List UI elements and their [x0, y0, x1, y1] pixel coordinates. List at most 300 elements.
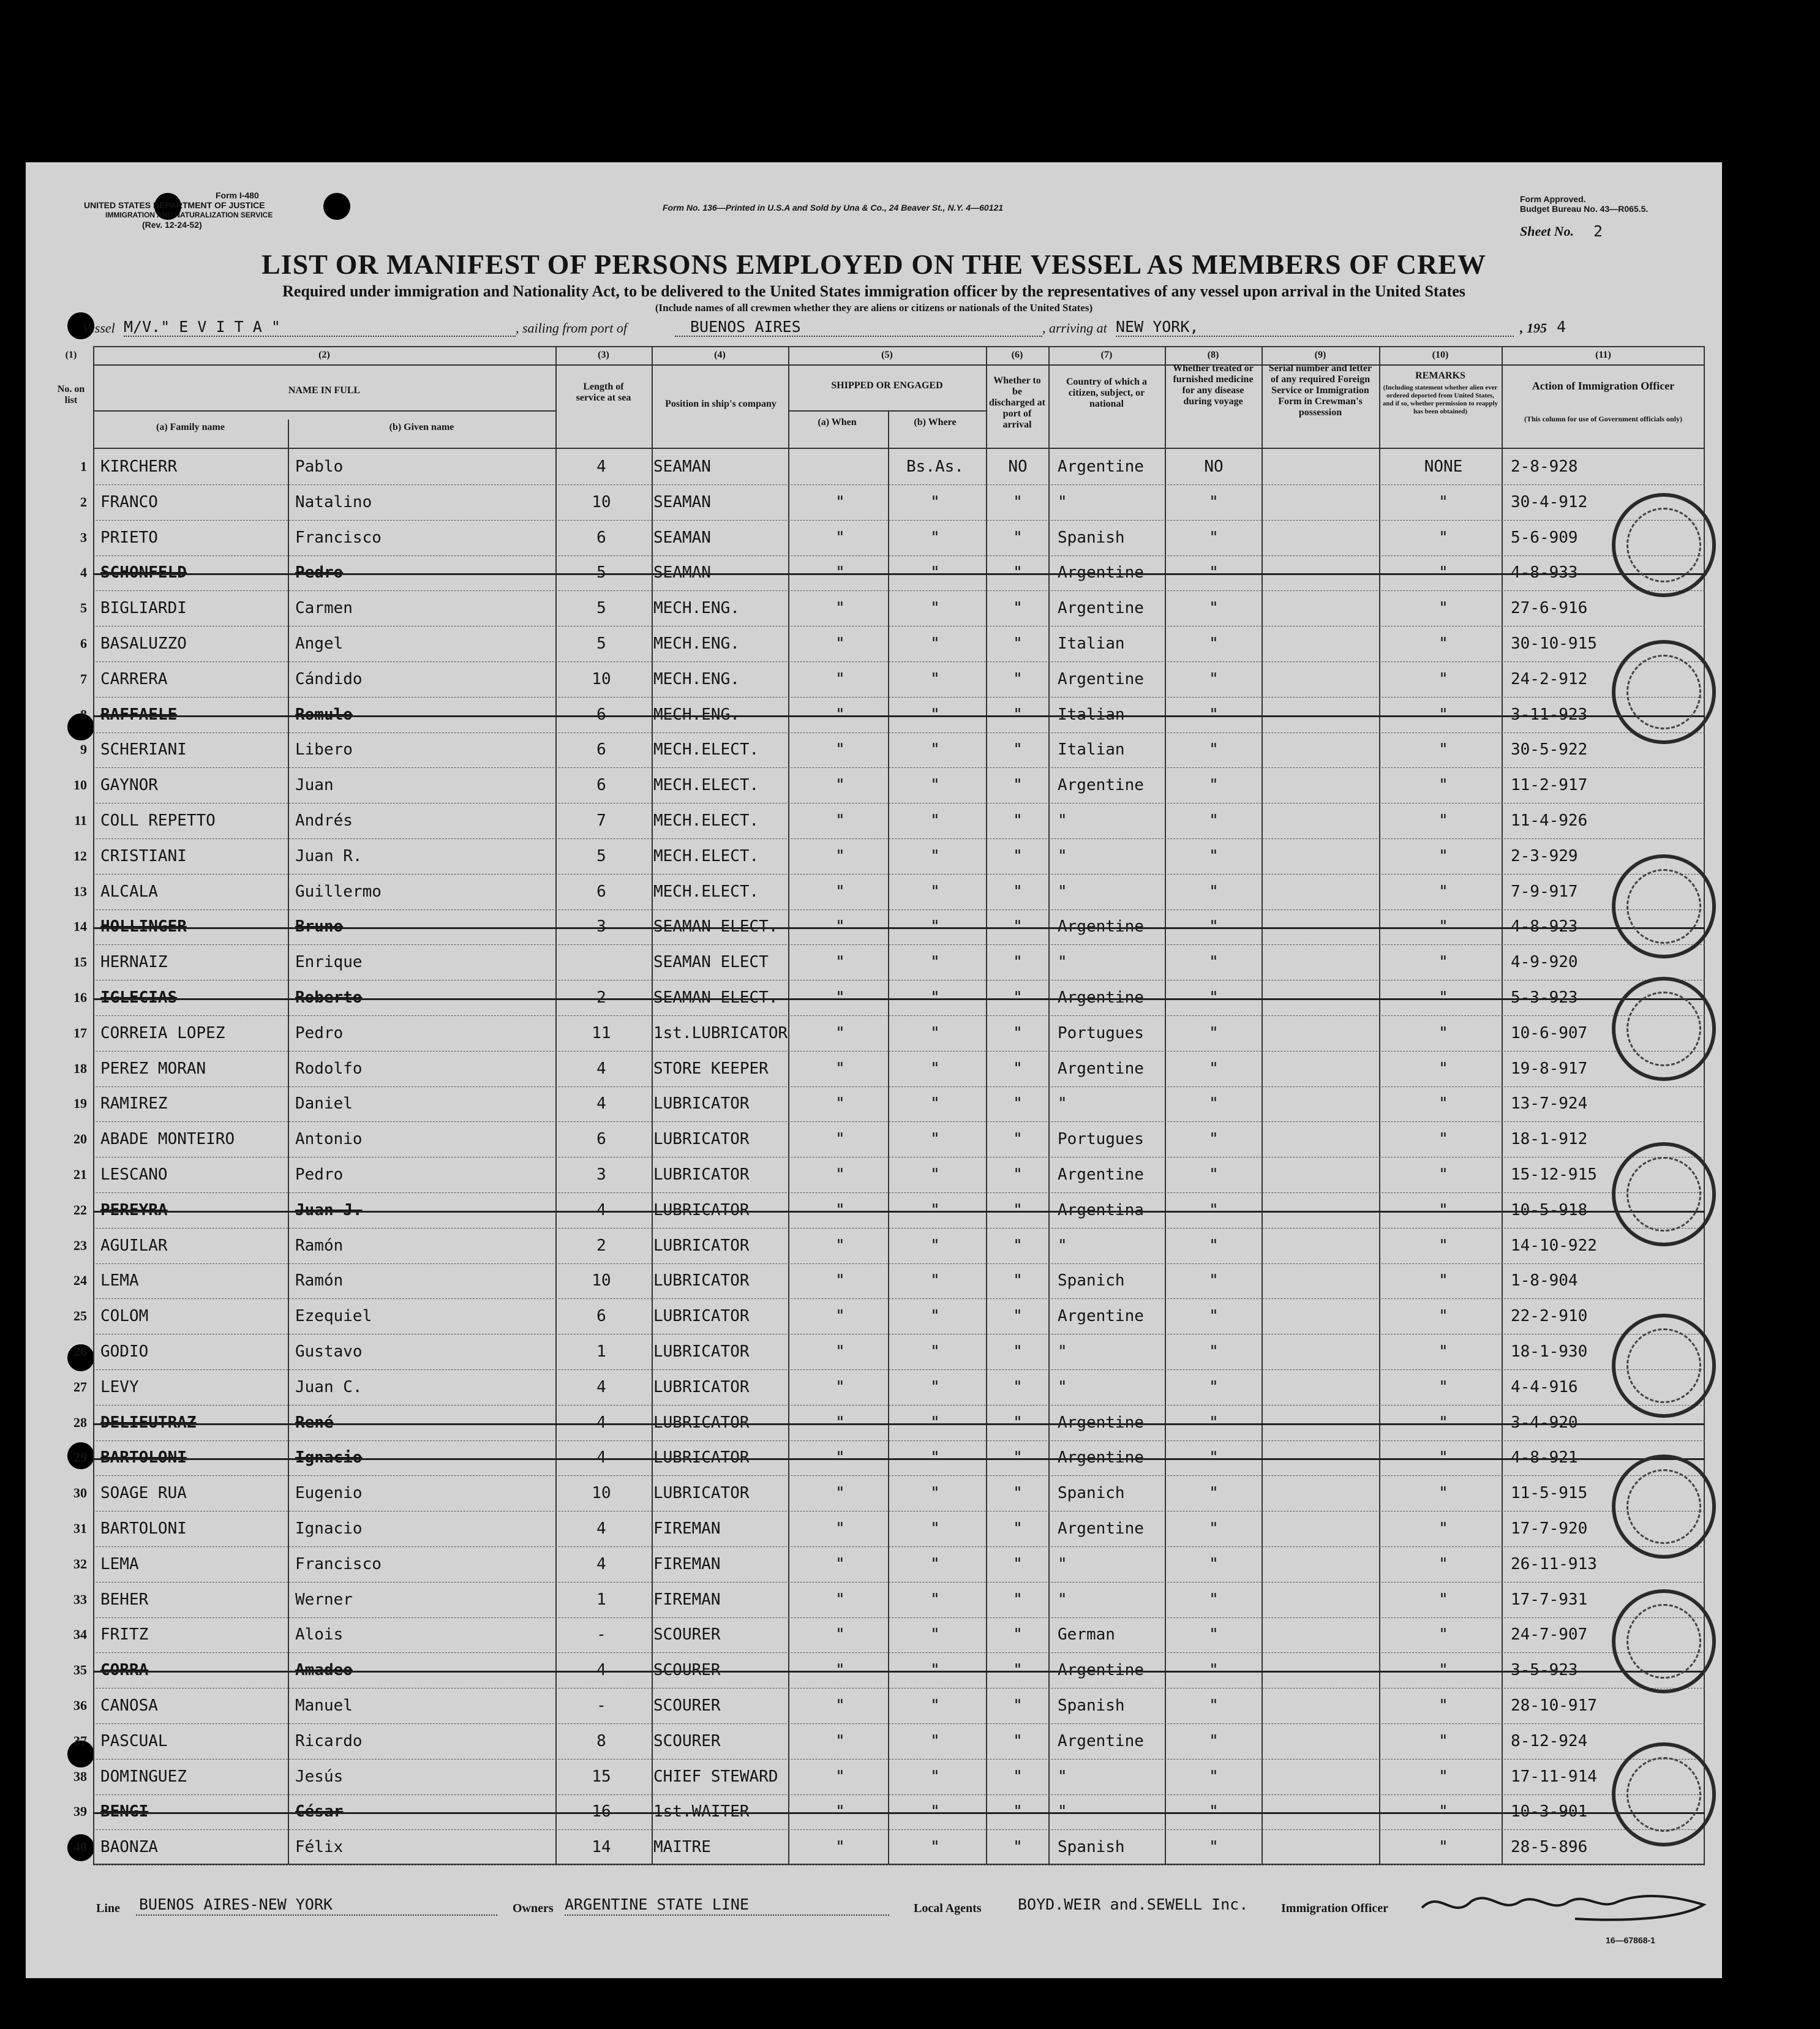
cell-remarks: ": [1438, 1554, 1448, 1573]
cell-dis: ": [1013, 1554, 1023, 1573]
cell-family: AGUILAR: [100, 1236, 168, 1255]
cell-pos: MAITRE: [653, 1838, 711, 1857]
cell-family: FRITZ: [100, 1625, 149, 1644]
cell-family: FRANCO: [100, 492, 158, 511]
cell-when: ": [835, 1094, 845, 1113]
cell-given: Juan J.: [295, 1200, 363, 1219]
cell-remarks: ": [1438, 1236, 1448, 1255]
cell-len: 2: [596, 988, 606, 1007]
cell-country: ": [1058, 1590, 1067, 1609]
cell-len: 15: [592, 1767, 611, 1786]
arriving-label: , arriving at: [1042, 320, 1107, 336]
cell-pos: LUBRICATOR: [653, 1094, 750, 1113]
cell-country: ": [1058, 1094, 1067, 1113]
cell-country: Argentine: [1058, 1519, 1144, 1538]
cell-when: ": [835, 1059, 845, 1078]
cell-remarks: ": [1438, 953, 1448, 972]
cell-dis: ": [1013, 528, 1023, 547]
cell-where: ": [930, 492, 940, 511]
cell-pos: MECH.ELECT.: [653, 846, 759, 865]
cell-given: Rodolfo: [295, 1059, 363, 1078]
cell-when: ": [835, 1448, 845, 1467]
cell-pos: LUBRICATOR: [653, 1165, 750, 1184]
cell-remarks: ": [1438, 917, 1448, 936]
cell-dis: ": [1013, 1094, 1023, 1113]
consulate-stamp: [1612, 1589, 1716, 1693]
cell-med: ": [1209, 1413, 1219, 1432]
cell-family: LEMA: [100, 1554, 139, 1573]
cell-when: ": [835, 1307, 845, 1326]
consulate-stamp: [1612, 640, 1716, 744]
cell-remarks: ": [1438, 1059, 1448, 1078]
cell-given: Romulo: [295, 705, 353, 724]
row-number: 8: [80, 706, 87, 722]
cell-family: CANOSA: [100, 1696, 158, 1715]
cell-action: 8-12-924: [1511, 1731, 1588, 1750]
row-number: 3: [80, 529, 87, 545]
cell-where: ": [930, 599, 940, 618]
cell-len: 1: [596, 1590, 606, 1609]
cell-family: LEVY: [100, 1377, 139, 1396]
cell-when: ": [835, 1590, 845, 1609]
cell-country: Spanish: [1058, 1838, 1125, 1857]
row-number: 1: [80, 459, 87, 474]
cell-pos: SEAMAN: [653, 492, 711, 511]
cell-remarks: ": [1438, 776, 1448, 795]
consulate-stamp: [1612, 854, 1716, 958]
crew-table: [57, 346, 1705, 1865]
col2-num: (2): [318, 350, 330, 360]
cell-family: ALCALA: [100, 882, 158, 901]
cell-where: ": [930, 1696, 940, 1715]
cell-pos: FIREMAN: [653, 1554, 721, 1573]
cell-given: Carmen: [295, 599, 353, 618]
cell-dis: ": [1013, 1802, 1023, 1821]
cell-len: 5: [596, 634, 606, 653]
table-row: [80, 697, 1705, 733]
cell-when: ": [835, 1696, 845, 1715]
cell-where: Bs.As.: [906, 457, 964, 476]
cell-dis: ": [1013, 776, 1023, 795]
subtitle: Required under immigration and Nationality Act, to be delivered to the United States immigration officer by the representatives of any vessel upon arrival in the United States: [282, 282, 1465, 300]
cell-med: ": [1209, 1165, 1219, 1184]
cell-len: 6: [596, 1307, 606, 1326]
cell-dis: ": [1013, 1342, 1023, 1361]
cell-family: BIGLIARDI: [100, 599, 187, 618]
cell-action: 10-6-907: [1511, 1023, 1588, 1042]
cell-family: PRIETO: [100, 528, 158, 547]
cell-med: ": [1209, 1342, 1219, 1361]
page-title: LIST OR MANIFEST OF PERSONS EMPLOYED ON THE VESSEL AS MEMBERS OF CREW: [261, 249, 1486, 280]
row-number: 38: [73, 1768, 87, 1784]
agents-label: Local Agents: [914, 1902, 982, 1915]
cell-med: ": [1209, 528, 1219, 547]
cell-given: Francisco: [295, 528, 382, 547]
print-code: 16—67868-1: [1606, 1935, 1655, 1945]
col2-label: NAME IN FULL: [288, 385, 361, 396]
cell-when: ": [835, 1413, 845, 1432]
cell-where: ": [930, 953, 940, 972]
cell-len: 11: [592, 1023, 611, 1042]
cell-when: ": [835, 1767, 845, 1786]
cell-given: Natalino: [295, 492, 372, 511]
cell-remarks: ": [1438, 1023, 1448, 1042]
sailing-port: BUENOS AIRES: [690, 318, 801, 336]
cell-med: ": [1209, 1023, 1219, 1042]
row-number: 28: [73, 1414, 87, 1430]
table-row: [73, 1652, 1705, 1688]
cell-dis: ": [1013, 1023, 1023, 1042]
cell-given: Cándido: [295, 669, 363, 688]
row-number: 26: [73, 1344, 87, 1359]
cell-len: 4: [596, 1413, 606, 1432]
cell-given: Ricardo: [295, 1731, 363, 1750]
cell-action: 22-2-910: [1511, 1307, 1588, 1326]
table-row: [73, 1192, 1705, 1229]
cell-remarks: ": [1438, 1342, 1448, 1361]
cell-med: ": [1209, 1200, 1219, 1219]
row-number: 40: [73, 1839, 87, 1855]
cell-dis: ": [1013, 1448, 1023, 1467]
cell-country: Argentina: [1058, 1200, 1144, 1219]
cell-country: Argentine: [1058, 457, 1144, 476]
col5-label: SHIPPED OR ENGAGED: [831, 380, 943, 391]
cell-family: COLOM: [100, 1307, 149, 1326]
cell-family: SCHONFELD: [100, 563, 187, 582]
cell-country: German: [1058, 1625, 1115, 1644]
cell-med: ": [1209, 917, 1219, 936]
cell-remarks: ": [1438, 705, 1448, 724]
cell-len: 7: [596, 811, 606, 830]
cell-remarks: ": [1438, 1625, 1448, 1644]
cell-given: Juan C.: [295, 1377, 363, 1396]
cell-len: 4: [596, 1377, 606, 1396]
cell-pos: LUBRICATOR: [653, 1377, 750, 1396]
col11-num: (11): [1595, 350, 1611, 360]
cell-country: ": [1058, 1342, 1067, 1361]
cell-action: 30-4-912: [1511, 492, 1588, 511]
cell-where: ": [930, 1590, 940, 1609]
cell-when: ": [835, 528, 845, 547]
cell-family: HERNAIZ: [100, 953, 168, 972]
cell-given: Bruno: [295, 917, 344, 936]
cell-med: ": [1209, 1590, 1219, 1609]
cell-country: Argentine: [1058, 1059, 1144, 1078]
cell-dis: ": [1013, 846, 1023, 865]
cell-dis: ": [1013, 1625, 1023, 1644]
cell-action: 4-8-923: [1511, 917, 1578, 936]
cell-remarks: ": [1438, 1519, 1448, 1538]
cell-pos: LUBRICATOR: [653, 1484, 750, 1503]
cell-family: BEHER: [100, 1590, 149, 1609]
table-row: [73, 1582, 1705, 1618]
cell-pos: SCOURER: [653, 1625, 721, 1644]
cell-med: ": [1209, 1271, 1219, 1290]
cell-given: Eugenio: [295, 1484, 363, 1503]
cell-when: ": [835, 669, 845, 688]
col3-num: (3): [598, 350, 609, 360]
cell-len: 4: [596, 1059, 606, 1078]
row-number: 10: [73, 777, 87, 793]
cell-action: 26-11-913: [1511, 1554, 1597, 1573]
cell-pos: FIREMAN: [653, 1590, 721, 1609]
cell-action: 7-9-917: [1511, 882, 1578, 901]
row-number: 4: [80, 565, 87, 581]
cell-len: 5: [596, 563, 606, 582]
cell-where: ": [930, 1271, 940, 1290]
cell-action: 2-8-928: [1511, 457, 1578, 476]
cell-pos: FIREMAN: [653, 1519, 721, 1538]
row-number: 21: [73, 1167, 87, 1182]
table-row: [73, 767, 1705, 804]
cell-len: 3: [596, 1165, 606, 1184]
row-number: 9: [80, 742, 87, 758]
table-row: [74, 803, 1705, 839]
cell-country: Argentine: [1058, 988, 1144, 1007]
cell-dis: ": [1013, 1519, 1023, 1538]
table-row: [73, 1617, 1705, 1653]
consulate-stamp: [1612, 493, 1716, 597]
cell-len: 4: [596, 1094, 606, 1113]
cell-pos: LUBRICATOR: [653, 1271, 750, 1290]
row-number: 27: [73, 1379, 87, 1395]
table-row: [80, 661, 1705, 698]
cell-len: 6: [596, 528, 606, 547]
col9-num: (9): [1314, 350, 1326, 360]
budget-bureau: Budget Bureau No. 43—R065.5.: [1520, 204, 1649, 214]
cell-action: 5-6-909: [1511, 528, 1578, 547]
cell-where: ": [930, 1094, 940, 1113]
cell-when: ": [835, 846, 845, 865]
cell-len: 6: [596, 776, 606, 795]
row-number: 35: [73, 1662, 87, 1678]
cell-given: René: [295, 1413, 334, 1432]
cell-family: COLL REPETTO: [100, 811, 216, 830]
vessel-value: M/V." E V I T A ": [124, 318, 280, 336]
col8-label: Whether treated or furnished medicine for any disease during voyage: [1173, 363, 1254, 407]
cell-med: ": [1209, 953, 1219, 972]
cell-pos: SEAMAN ELECT: [653, 953, 769, 972]
cell-pos: LUBRICATOR: [653, 1307, 750, 1326]
row-number: 15: [73, 954, 87, 970]
table-row: [80, 449, 1705, 485]
cell-dis: ": [1013, 811, 1023, 830]
cell-len: 4: [596, 1200, 606, 1219]
cell-len: 3: [596, 917, 606, 936]
row-number: 23: [73, 1237, 87, 1253]
col6-num: (6): [1011, 350, 1023, 360]
cell-dis: ": [1013, 1200, 1023, 1219]
cell-where: ": [930, 1767, 940, 1786]
cell-country: Argentine: [1058, 1731, 1144, 1750]
cell-given: Guillermo: [295, 882, 382, 901]
cell-len: 10: [592, 1271, 611, 1290]
table-row: [80, 555, 1705, 591]
table-row: [73, 874, 1705, 910]
row-number: 19: [73, 1096, 87, 1112]
cell-country: Argentine: [1058, 1307, 1144, 1326]
cell-when: ": [835, 1271, 845, 1290]
table-row: [73, 1511, 1705, 1547]
cell-dis: ": [1013, 1059, 1023, 1078]
cell-given: Francisco: [295, 1554, 382, 1573]
cell-when: ": [835, 599, 845, 618]
cell-family: LESCANO: [100, 1165, 168, 1184]
cell-where: ": [930, 1130, 940, 1149]
cell-where: ": [930, 669, 940, 688]
cell-pos: MECH.ELECT.: [653, 811, 759, 830]
cell-when: ": [835, 811, 845, 830]
cell-remarks: ": [1438, 1696, 1448, 1715]
cell-remarks: ": [1438, 1731, 1448, 1750]
row-number: 30: [73, 1485, 87, 1501]
cell-given: Ezequiel: [295, 1307, 372, 1326]
cell-remarks: ": [1438, 1448, 1448, 1467]
cell-when: ": [835, 988, 845, 1007]
row-number: 37: [73, 1733, 87, 1749]
cell-where: ": [930, 705, 940, 724]
cell-given: Pedro: [295, 563, 344, 582]
cell-given: Ignacio: [295, 1519, 363, 1538]
cell-len: -: [596, 1625, 606, 1644]
col7-label: Country of which a citizen, subject, or national: [1066, 377, 1147, 409]
form-approved: Form Approved.: [1520, 194, 1586, 204]
cell-remarks: ": [1438, 1200, 1448, 1219]
cell-med: ": [1209, 1484, 1219, 1503]
cell-remarks: ": [1438, 528, 1448, 547]
col11-label: Action of Immigration Officer: [1532, 380, 1675, 392]
cell-where: ": [930, 1625, 940, 1644]
cell-given: Jesús: [295, 1767, 344, 1786]
cell-action: 13-7-924: [1511, 1094, 1588, 1113]
cell-med: ": [1209, 776, 1219, 795]
cell-dis: ": [1013, 1767, 1023, 1786]
cell-country: Argentine: [1058, 776, 1144, 795]
cell-len: 6: [596, 740, 606, 759]
row-number: 7: [80, 671, 87, 687]
cell-country: Argentine: [1058, 917, 1144, 936]
cell-med: ": [1209, 669, 1219, 688]
cell-family: CORRA: [100, 1661, 149, 1680]
col4-label: Position in ship's company: [665, 399, 777, 409]
row-number: 36: [73, 1698, 87, 1713]
table-row: [73, 1794, 1705, 1830]
cell-action: 10-5-918: [1511, 1200, 1588, 1219]
table-row: [73, 909, 1705, 945]
cell-remarks: ": [1438, 634, 1448, 653]
cell-pos: SEAMAN: [653, 457, 711, 476]
table-row: [73, 1086, 1705, 1122]
cell-when: ": [835, 1519, 845, 1538]
row-number: 18: [73, 1060, 87, 1076]
cell-remarks: ": [1438, 599, 1448, 618]
cell-med: ": [1209, 1519, 1219, 1538]
cell-country: Argentine: [1058, 599, 1144, 618]
owners-value: ARGENTINE STATE LINE: [565, 1895, 750, 1913]
cell-given: Amadeo: [295, 1661, 353, 1680]
cell-remarks: ": [1438, 1271, 1448, 1290]
cell-when: ": [835, 634, 845, 653]
cell-len: 4: [596, 457, 606, 476]
service: IMMIGRATION AND NATURALIZATION SERVICE: [105, 211, 273, 219]
cell-pos: LUBRICATOR: [653, 1236, 750, 1255]
cell-len: 10: [592, 669, 611, 688]
cell-dis: ": [1013, 953, 1023, 972]
cell-country: ": [1058, 953, 1067, 972]
cell-where: ": [930, 1448, 940, 1467]
cell-dis: ": [1013, 882, 1023, 901]
cell-family: RAFFAELE: [100, 705, 178, 724]
row-number: 33: [73, 1591, 87, 1607]
cell-pos: STORE KEEPER: [653, 1059, 769, 1078]
cell-country: ": [1058, 1236, 1067, 1255]
cell-len: 5: [596, 599, 606, 618]
cell-action: 24-7-907: [1511, 1625, 1588, 1644]
row-number: 12: [73, 848, 87, 864]
cell-remarks: ": [1438, 1413, 1448, 1432]
cell-when: ": [835, 953, 845, 972]
line-value: BUENOS AIRES-NEW YORK: [139, 1895, 333, 1913]
cell-given: Daniel: [295, 1094, 353, 1113]
cell-country: ": [1058, 846, 1067, 865]
table-row: [80, 732, 1705, 768]
cell-med: ": [1209, 1377, 1219, 1396]
col2b-label: (b) Given name: [389, 422, 454, 432]
cell-remarks: ": [1438, 882, 1448, 901]
cell-len: 14: [592, 1838, 611, 1857]
cell-given: Pablo: [295, 457, 344, 476]
sheet-number: 2: [1593, 222, 1603, 240]
cell-dis: ": [1013, 669, 1023, 688]
year-label: , 195: [1520, 320, 1547, 336]
cell-country: Spanish: [1058, 1696, 1125, 1715]
cell-dis: ": [1013, 705, 1023, 724]
row-number: 2: [80, 494, 87, 510]
table-row: [80, 590, 1705, 627]
cell-med: ": [1209, 1236, 1219, 1255]
cell-given: Libero: [295, 740, 353, 759]
cell-med: ": [1209, 1767, 1219, 1786]
cell-med: ": [1209, 1696, 1219, 1715]
consulate-stamp: [1612, 1142, 1716, 1246]
cell-remarks: ": [1438, 1661, 1448, 1680]
cell-med: ": [1209, 563, 1219, 582]
cell-country: Argentine: [1058, 1165, 1144, 1184]
col9-label: Serial number and letter of any required Foreign Service or Immigration Form in Crewman's possession: [1268, 363, 1372, 418]
cell-where: ": [930, 882, 940, 901]
cell-when: ": [835, 563, 845, 582]
cell-country: Spanich: [1058, 1484, 1125, 1503]
cell-med: ": [1209, 1448, 1219, 1467]
cell-action: 14-10-922: [1511, 1236, 1597, 1255]
cell-len: -: [596, 1696, 606, 1715]
cell-given: Werner: [295, 1590, 353, 1609]
cell-action: 1-8-904: [1511, 1271, 1578, 1290]
row-number: 20: [73, 1131, 87, 1147]
cell-remarks: ": [1438, 1307, 1448, 1326]
cell-given: Juan R.: [295, 846, 363, 865]
cell-when: ": [835, 1023, 845, 1042]
table-row: [73, 1759, 1705, 1795]
cell-dis: ": [1013, 1590, 1023, 1609]
row-number: 29: [73, 1450, 87, 1466]
cell-dis: ": [1013, 1731, 1023, 1750]
cell-where: ": [930, 1484, 940, 1503]
col1-num: (1): [65, 350, 77, 360]
cell-pos: MECH.ENG.: [653, 705, 740, 724]
cell-pos: 1st.LUBRICATOR: [653, 1023, 788, 1042]
consulate-stamp: [1612, 1455, 1716, 1559]
